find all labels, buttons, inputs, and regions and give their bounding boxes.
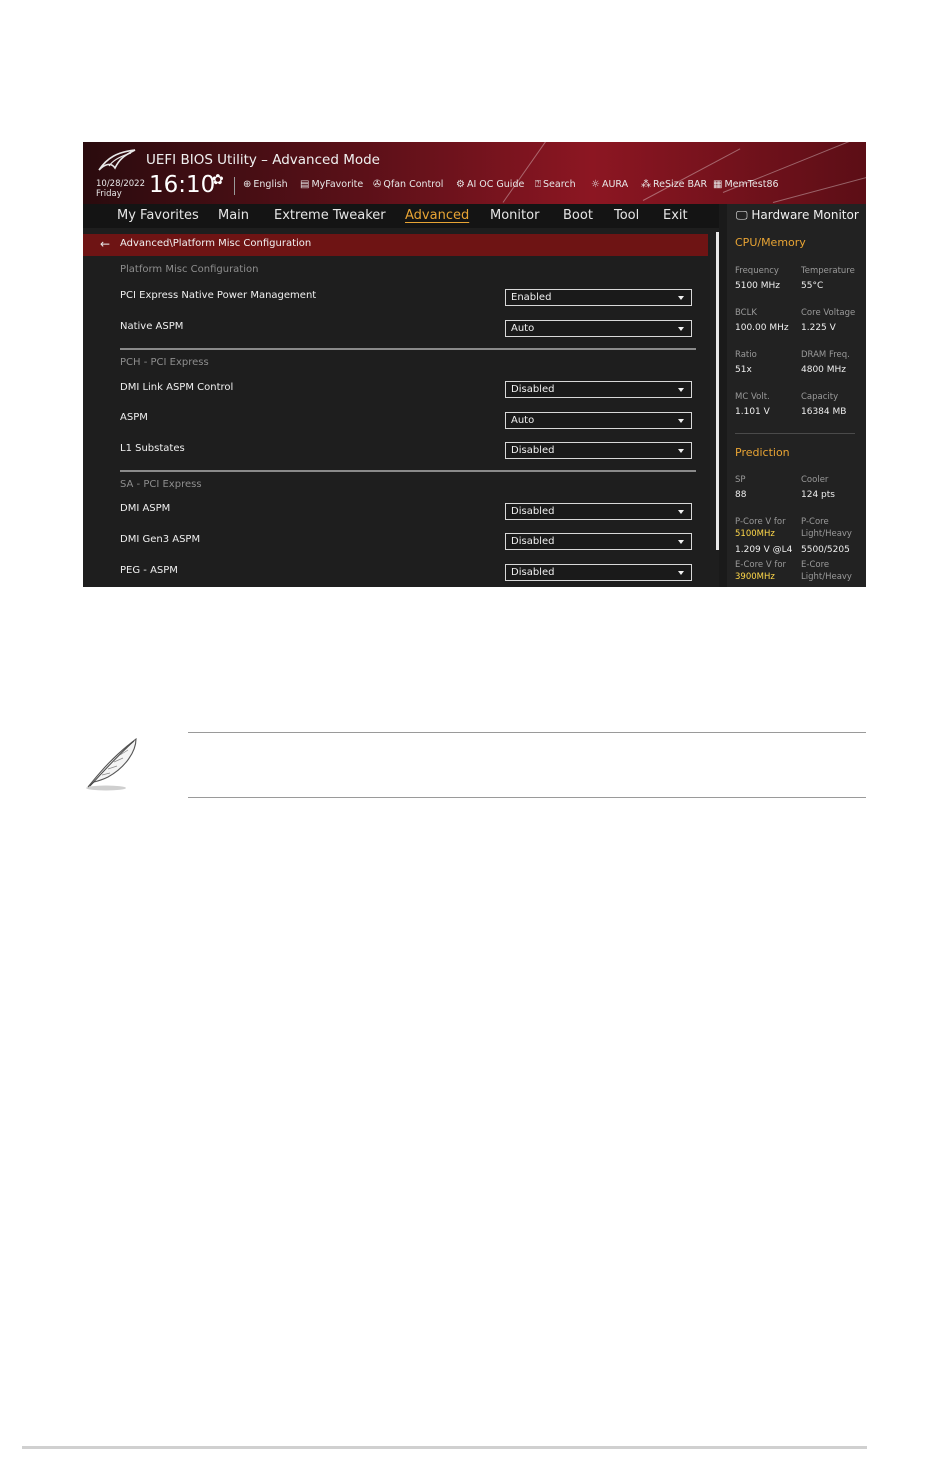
section-heading: Platform Misc Configuration — [120, 264, 259, 275]
scrollbar[interactable] — [716, 232, 719, 550]
search-icon: ⍰ — [535, 179, 541, 190]
resize-bar-button[interactable]: ⁂ ReSize BAR — [641, 179, 708, 190]
frequency-value: 5100 MHz — [735, 281, 781, 291]
section-heading: SA - PCI Express — [120, 479, 202, 490]
dram-freq-label: DRAM Freq. — [801, 350, 850, 360]
chevron-down-icon — [678, 296, 684, 300]
ratio-label: Ratio — [735, 350, 757, 360]
section-divider — [120, 470, 696, 472]
memtest-icon: ▦ — [713, 179, 723, 190]
temperature-label: Temperature — [801, 266, 855, 276]
tab-extreme-tweaker[interactable]: Extreme Tweaker — [274, 208, 386, 223]
sp-value: 88 — [735, 490, 747, 500]
cpu-memory-heading: CPU/Memory — [735, 236, 806, 249]
divider — [234, 177, 235, 195]
tab-my-favorites[interactable]: My Favorites — [117, 208, 199, 223]
capacity-value: 16384 MB — [801, 407, 847, 417]
date-display: 10/28/2022 Friday — [96, 179, 145, 199]
pcore-v-label: P-Core V for — [735, 517, 786, 527]
tab-tool[interactable]: Tool — [614, 208, 640, 223]
tab-boot[interactable]: Boot — [563, 208, 593, 223]
back-arrow-icon[interactable]: ← — [100, 237, 111, 251]
option-select[interactable]: Disabled — [505, 442, 692, 459]
section-divider — [735, 433, 855, 434]
language-button[interactable]: ⊕ English — [243, 179, 288, 190]
pcore-v-freq: 5100MHz — [735, 529, 775, 539]
qfan-control-button[interactable]: ✇ Qfan Control — [373, 179, 444, 190]
search-button[interactable]: ⍰ Search — [535, 179, 576, 190]
pcore-lh-label: P-Core — [801, 517, 829, 527]
option-label[interactable]: L1 Substates — [120, 443, 185, 454]
ai-oc-icon: ⚙ — [456, 179, 465, 190]
tab-advanced[interactable]: Advanced — [405, 208, 470, 223]
pcore-lh-value: 5500/5205 — [801, 545, 850, 555]
core-voltage-value: 1.225 V — [801, 323, 836, 333]
mc-volt-label: MC Volt. — [735, 392, 770, 402]
option-select[interactable]: Disabled — [505, 503, 692, 520]
ecore-v-label: E-Core V for — [735, 560, 787, 570]
option-label[interactable]: PCI Express Native Power Management — [120, 290, 317, 301]
section-heading: PCH - PCI Express — [120, 357, 209, 368]
option-select[interactable]: Disabled — [505, 533, 692, 550]
gear-icon[interactable]: ✿ — [212, 172, 224, 188]
clock: 16:10 — [149, 172, 216, 198]
ecore-lh-label: E-Core — [801, 560, 830, 570]
chevron-down-icon — [678, 327, 684, 331]
bclk-value: 100.00 MHz — [735, 323, 789, 333]
chevron-down-icon — [678, 388, 684, 392]
core-voltage-label: Core Voltage — [801, 308, 856, 318]
chevron-down-icon — [678, 540, 684, 544]
note-bottom-rule — [188, 797, 866, 798]
note-top-rule — [188, 732, 866, 733]
option-select[interactable]: Disabled — [505, 381, 692, 398]
cooler-label: Cooler — [801, 475, 829, 485]
temperature-value: 55°C — [801, 281, 824, 291]
monitor-icon: 🖵 — [736, 208, 748, 222]
header-bar — [83, 142, 866, 204]
chevron-down-icon — [678, 419, 684, 423]
option-label[interactable]: ASPM — [120, 412, 148, 423]
tab-monitor[interactable]: Monitor — [490, 208, 540, 223]
settings-panel — [83, 228, 719, 587]
rog-logo-icon — [97, 148, 137, 174]
prediction-heading: Prediction — [735, 446, 790, 459]
aura-button[interactable]: ☼ AURA — [591, 179, 629, 190]
frequency-label: Frequency — [735, 266, 779, 276]
ecore-v-freq: 3900MHz — [735, 572, 775, 582]
option-select[interactable]: Auto — [505, 320, 692, 337]
option-label[interactable]: DMI Link ASPM Control — [120, 382, 234, 393]
memtest-button[interactable]: ▦ MemTest86 — [713, 179, 779, 190]
ai-oc-guide-button[interactable]: ⚙ AI OC Guide — [456, 179, 525, 190]
option-select[interactable]: Auto — [505, 412, 692, 429]
capacity-label: Capacity — [801, 392, 839, 402]
dram-freq-value: 4800 MHz — [801, 365, 847, 375]
globe-icon: ⊕ — [243, 179, 252, 190]
resize-bar-icon: ⁂ — [641, 179, 651, 190]
sp-label: SP — [735, 475, 746, 485]
breadcrumb[interactable]: ← Advanced\Platform Misc Configuration — [83, 234, 708, 256]
bclk-label: BCLK — [735, 308, 757, 318]
option-label[interactable]: DMI ASPM — [120, 503, 171, 514]
option-label[interactable]: PEG - ASPM — [120, 565, 178, 576]
bios-screenshot — [83, 142, 866, 587]
ratio-value: 51x — [735, 365, 752, 375]
app-title: UEFI BIOS Utility – Advanced Mode — [146, 152, 380, 168]
cooler-value: 124 pts — [801, 490, 835, 500]
tab-exit[interactable]: Exit — [663, 208, 688, 223]
option-label[interactable]: Native ASPM — [120, 321, 184, 332]
option-select[interactable]: Disabled — [505, 564, 692, 581]
hardware-monitor-panel — [727, 204, 866, 587]
chevron-down-icon — [678, 571, 684, 575]
pcore-lh-label2: Light/Heavy — [801, 529, 852, 539]
aura-icon: ☼ — [591, 179, 600, 190]
favorite-icon: ▤ — [300, 179, 310, 190]
tab-main[interactable]: Main — [218, 208, 250, 223]
myfavorite-button[interactable]: ▤ MyFavorite — [300, 179, 364, 190]
option-select[interactable]: Enabled — [505, 289, 692, 306]
section-divider — [120, 348, 696, 350]
ecore-lh-label2: Light/Heavy — [801, 572, 852, 582]
pcore-v-value: 1.209 V @L4 — [735, 545, 793, 555]
feather-note-icon — [84, 735, 144, 793]
mc-volt-value: 1.101 V — [735, 407, 770, 417]
main-menu-tabs — [83, 204, 719, 228]
page-footer-rule — [22, 1446, 867, 1449]
hardware-monitor-title: 🖵 Hardware Monitor — [736, 208, 859, 222]
option-label[interactable]: DMI Gen3 ASPM — [120, 534, 201, 545]
fan-icon: ✇ — [373, 179, 382, 190]
chevron-down-icon — [678, 510, 684, 514]
chevron-down-icon — [678, 449, 684, 453]
